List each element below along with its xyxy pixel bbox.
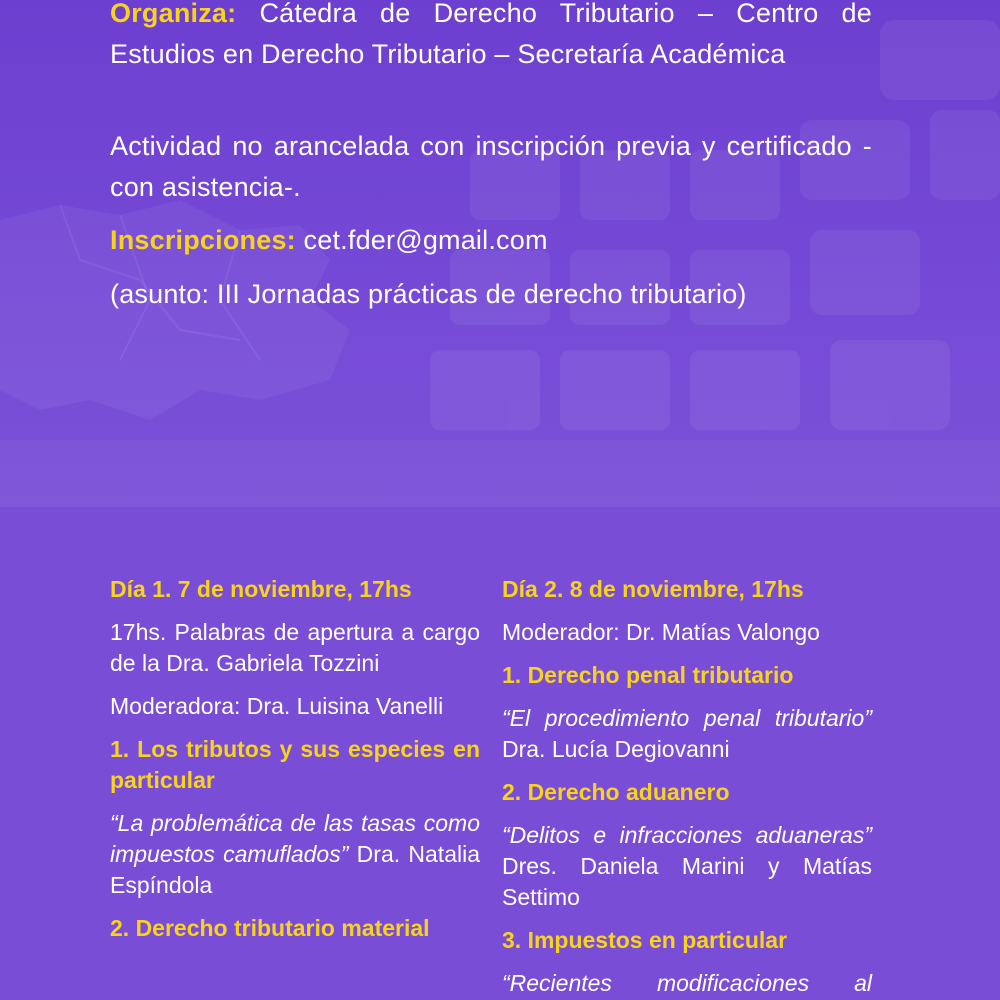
day2-title: Día 2. 8 de noviembre, 17hs — [502, 576, 804, 602]
day2-section2: 2. Derecho aduanero — [502, 779, 730, 805]
day1-section2: 2. Derecho tributario material — [110, 915, 430, 941]
organiza-line — [110, 0, 872, 75]
day1-talk1-title: “La problemática de las tasas como impuestos camuflados” — [110, 810, 480, 867]
organiza-text: Cátedra de Derecho Tributario – Centro de Estudios en Derecho Tributario – Secretaría Académica — [110, 0, 872, 69]
day1-title: Día 1. 7 de noviembre, 17hs — [110, 576, 412, 602]
day2-column — [502, 574, 872, 999]
day1-talk1-speaker: Dra. Natalia Espíndola — [110, 841, 480, 898]
day2-talk2 — [502, 820, 872, 913]
day2-talk1-title: “El procedimiento penal tributario” — [502, 705, 872, 731]
day1-opening: 17hs. Palabras de apertura a cargo de la Dra. Gabriela Tozzini — [110, 619, 480, 676]
day1-moderator: Moderadora: Dra. Luisina Vanelli — [110, 693, 444, 719]
inscripciones-line — [110, 220, 872, 261]
day1-section1: 1. Los tributos y sus especies en particular — [110, 736, 480, 793]
day2-section3: 3. Impuestos en particular — [502, 927, 788, 953]
organiza-label: Organiza: — [110, 0, 237, 28]
inscripciones-label: Inscripciones: — [110, 225, 296, 255]
day2-moderator: Moderador: Dr. Matías Valongo — [502, 619, 820, 645]
day2-talk2-speaker: Dres. Daniela Marini y Matías Settimo — [502, 853, 872, 910]
email-text: cet.fder@gmail.com — [295, 225, 548, 255]
day1-column — [110, 574, 480, 944]
day2-section1: 1. Derecho penal tributario — [502, 662, 794, 688]
actividad-text: Actividad no arancelada con inscripción previa y certificado -con asistencia-. — [110, 131, 872, 202]
day2-talk1-speaker: Dra. Lucía Degiovanni — [502, 736, 730, 762]
day2-talk1 — [502, 703, 872, 765]
day1-talk1 — [110, 808, 480, 901]
day2-talk3-partial: “Recientes modificaciones al — [502, 970, 872, 996]
day2-talk2-title: “Delitos e infracciones aduaneras” — [502, 822, 872, 848]
asunto-text: (asunto: III Jornadas prácticas de derecho tributario) — [110, 279, 747, 309]
